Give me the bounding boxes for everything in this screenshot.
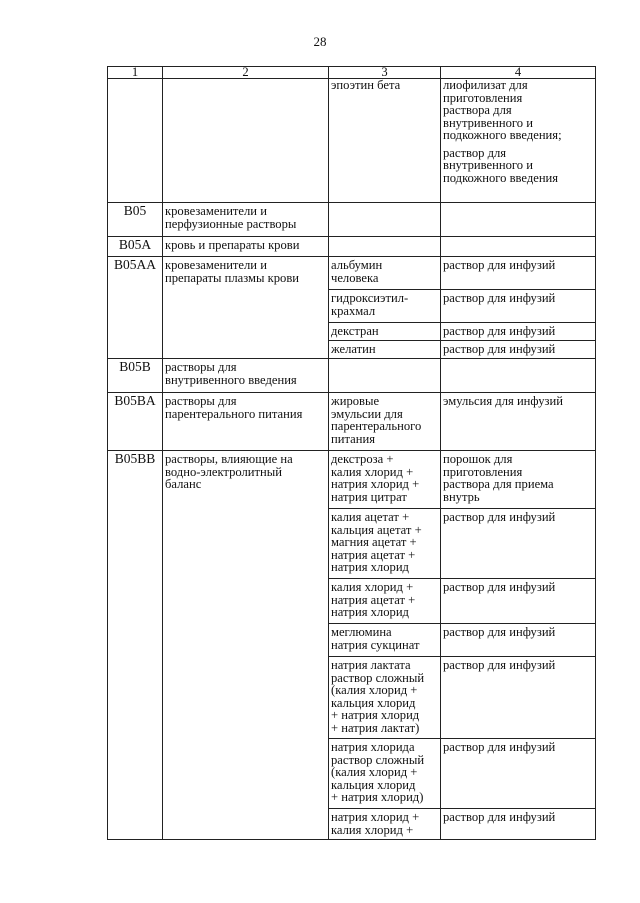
drug-name-cell bbox=[329, 359, 441, 393]
group-name-cell bbox=[163, 79, 329, 203]
atc-code-cell bbox=[108, 79, 163, 203]
dosage-form-cell bbox=[441, 79, 596, 203]
dosage-form-text: лиофилизат для приготовления раствора для внутривенного и подкожного введения; bbox=[443, 78, 562, 142]
atc-code-cell: B05AA bbox=[108, 257, 163, 359]
drug-name-cell: меглюмина натрия сукцинат bbox=[329, 624, 441, 657]
dosage-form-cell: раствор для инфузий bbox=[441, 290, 596, 323]
dosage-form-cell: раствор для инфузий bbox=[441, 257, 596, 290]
atc-code-cell: B05BA bbox=[108, 393, 163, 451]
header-col-4: 4 bbox=[441, 67, 596, 79]
group-name-cell: растворы для внутривенного введения bbox=[163, 359, 329, 393]
header-col-2: 2 bbox=[163, 67, 329, 79]
drug-name-cell bbox=[329, 203, 441, 237]
drug-name-cell: жировые эмульсии для парентерального питания bbox=[329, 393, 441, 451]
atc-code-cell: B05B bbox=[108, 359, 163, 393]
atc-code-cell: B05A bbox=[108, 237, 163, 257]
table-row bbox=[108, 393, 596, 451]
group-name-cell: кровезаменители и перфузионные растворы bbox=[163, 203, 329, 237]
drug-classification-table bbox=[107, 66, 596, 840]
table-row bbox=[108, 359, 596, 393]
dosage-form-cell: раствор для инфузий bbox=[441, 809, 596, 840]
dosage-form-cell: раствор для инфузий bbox=[441, 509, 596, 579]
header-col-3: 3 bbox=[329, 67, 441, 79]
dosage-form-cell: раствор для инфузий bbox=[441, 624, 596, 657]
drug-name-cell: альбумин человека bbox=[329, 257, 441, 290]
dosage-form-cell: раствор для инфузий bbox=[441, 323, 596, 341]
dosage-form-cell: раствор для инфузий bbox=[441, 657, 596, 739]
drug-name-cell: декстран bbox=[329, 323, 441, 341]
drug-name-cell: натрия лактата раствор сложный (калия хлорид + кальция хлорид + натрия хлорид + натрия лактат) bbox=[329, 657, 441, 739]
drug-name-cell bbox=[329, 237, 441, 257]
page-number: 28 bbox=[313, 34, 327, 49]
dosage-form-text: раствор для внутривенного и подкожного введения bbox=[443, 145, 559, 185]
drug-name-cell: калия хлорид + натрия ацетат + натрия хлорид bbox=[329, 579, 441, 624]
drug-name-cell: эпоэтин бета bbox=[329, 79, 441, 203]
drug-name-cell: натрия хлорида раствор сложный (калия хлорид + кальция хлорид + натрия хлорид) bbox=[329, 739, 441, 809]
dosage-form-cell: эмульсия для инфузий bbox=[441, 393, 596, 451]
table-row bbox=[108, 79, 596, 203]
header-row bbox=[108, 67, 596, 79]
drug-name-cell: декстроза + калия хлорид + натрия хлорид + натрия цитрат bbox=[329, 451, 441, 509]
group-name-cell: кровь и препараты крови bbox=[163, 237, 329, 257]
dosage-form-cell: раствор для инфузий bbox=[441, 579, 596, 624]
dosage-form-cell: раствор для инфузий bbox=[441, 739, 596, 809]
dosage-form-cell: раствор для инфузий bbox=[441, 341, 596, 359]
atc-code-cell: B05 bbox=[108, 203, 163, 237]
atc-code-cell: B05BB bbox=[108, 451, 163, 840]
drug-name-cell: калия ацетат + кальция ацетат + магния ацетат + натрия ацетат + натрия хлорид bbox=[329, 509, 441, 579]
group-name-cell: кровезаменители и препараты плазмы крови bbox=[163, 257, 329, 359]
dosage-form-cell bbox=[441, 237, 596, 257]
dosage-form-cell: порошок для приготовления раствора для приема внутрь bbox=[441, 451, 596, 509]
drug-name-cell: натрия хлорид + калия хлорид + bbox=[329, 809, 441, 840]
drug-name-cell: желатин bbox=[329, 341, 441, 359]
group-name-cell: растворы, влияющие на водно-электролитный баланс bbox=[163, 451, 329, 840]
dosage-form-cell bbox=[441, 359, 596, 393]
table-row bbox=[108, 203, 596, 237]
table-row bbox=[108, 257, 596, 290]
drug-name-cell: гидроксиэтил- крахмал bbox=[329, 290, 441, 323]
header-col-1: 1 bbox=[108, 67, 163, 79]
dosage-form-cell bbox=[441, 203, 596, 237]
table-row bbox=[108, 237, 596, 257]
table-row bbox=[108, 451, 596, 509]
group-name-cell: растворы для парентерального питания bbox=[163, 393, 329, 451]
